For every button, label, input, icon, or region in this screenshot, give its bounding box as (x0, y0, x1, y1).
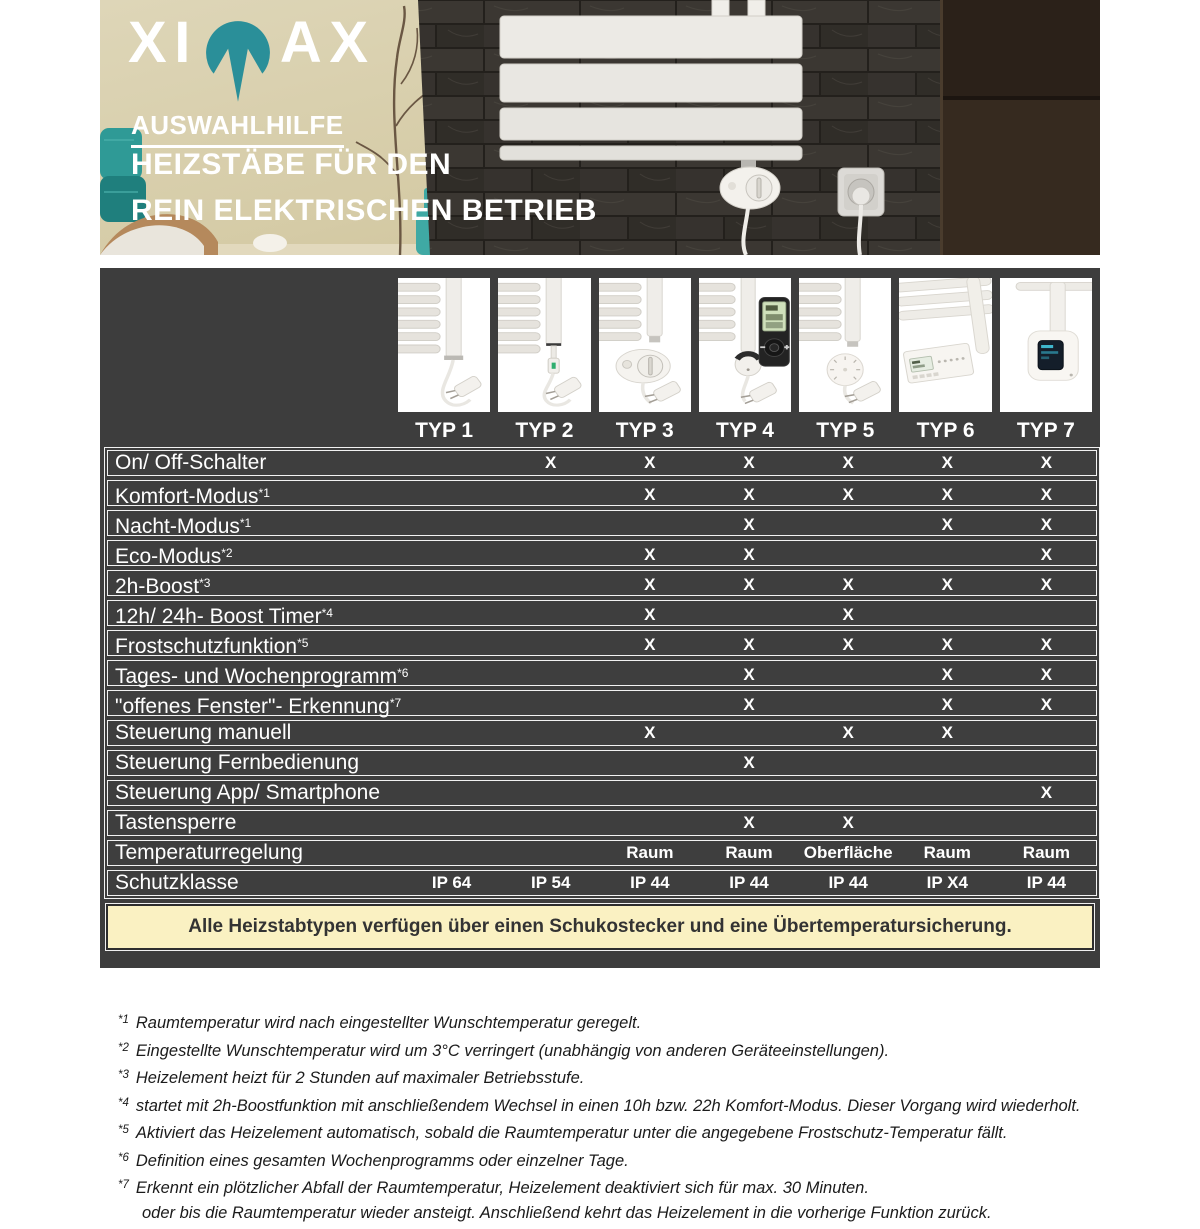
footnote-marker: *3 (199, 576, 211, 590)
row-label: 12h/ 24h- Boost Timer$^{*4}$ (115, 605, 333, 628)
feature-cell: X (743, 485, 755, 504)
feature-cell: X (743, 453, 755, 472)
table-row (107, 750, 1097, 776)
footnote-marker: *7 (118, 1179, 129, 1191)
feature-cell: X (842, 575, 854, 594)
product-photo-typ-4 (699, 278, 791, 412)
table-row (107, 600, 1097, 626)
feature-cell: X (1040, 545, 1053, 564)
feature-cell: X (941, 695, 953, 714)
feature-cell: X (1040, 485, 1053, 504)
feature-cell: X (941, 485, 953, 504)
feature-cell: X (743, 515, 755, 534)
table-row (107, 840, 1097, 866)
logo-text-left: XI (128, 10, 198, 75)
product-photo-strip (398, 278, 1092, 412)
table-row (107, 630, 1097, 656)
feature-cell: X (743, 753, 755, 772)
feature-cell: X (743, 635, 755, 654)
feature-cell: X (1040, 665, 1053, 684)
comparison-table-panel (100, 268, 1100, 968)
footnote: $^{*1}$ Raumtemperatur wird nach eingestellter Wunschtemperatur geregelt. (118, 1014, 642, 1032)
note-banner (106, 904, 1094, 950)
feature-cell: X (941, 515, 953, 534)
feature-cell: IP 44 (828, 873, 868, 892)
footnote: $^{*4}$ startet mit 2h-Boostfunktion mit anschließendem Wechsel in einen 10h bzw. 22h Komfort-Modus. Dieser Vorgang wird wiederholt. (118, 1096, 1081, 1115)
feature-cell: IP X4 (926, 873, 968, 892)
row-label: Temperaturregelung (115, 841, 303, 864)
footnote: $^{*7}$ Erkennt ein plötzlicher Abfall der Raumtemperatur, Heizelement deaktiviert sich für max. 30 Minuten. (118, 1179, 869, 1197)
table-row (107, 660, 1097, 686)
footnote-marker: *7 (389, 696, 402, 710)
feature-cell: X (644, 575, 656, 594)
feature-cell: X (644, 545, 656, 564)
row-label: Steuerung App/ Smartphone (115, 781, 381, 804)
feature-cell: X (743, 665, 755, 684)
feature-cell: X (644, 723, 656, 742)
footnote-marker: *1 (239, 516, 252, 530)
typ-header-row (398, 418, 1092, 444)
row-label: Tastensperre (115, 811, 237, 834)
product-photo-typ-2 (498, 278, 590, 412)
column-header-typ-3: TYP 3 (615, 419, 674, 442)
footnote-marker: *3 (118, 1069, 129, 1081)
feature-cell: Raum (923, 843, 971, 862)
row-label: 2h-Boost$^{*3}$ (115, 575, 211, 598)
feature-cell: X (941, 665, 953, 684)
table-row (107, 510, 1097, 536)
row-label: Tages- und Wochenprogramm$^{*6}$ (115, 665, 409, 688)
column-header-typ-1: TYP 1 (415, 419, 474, 442)
feature-cell: X (644, 485, 656, 504)
feature-cell: IP 44 (630, 873, 670, 892)
footnote-marker: *2 (118, 1041, 129, 1054)
row-label: Eco-Modus$^{*2}$ (115, 545, 233, 568)
row-label: Steuerung Fernbedienung (115, 751, 360, 774)
feature-cell: X (743, 813, 755, 832)
ximax-m-icon (200, 14, 276, 106)
footnote-marker: *4 (321, 606, 333, 620)
feature-cell: X (941, 723, 953, 742)
feature-cell: X (842, 485, 854, 504)
product-photo-typ-5 (799, 278, 891, 412)
row-label: Schutzklasse (115, 871, 239, 894)
feature-cell: X (1040, 783, 1053, 802)
feature-cell: X (941, 635, 953, 654)
column-header-typ-7: TYP 7 (1016, 419, 1075, 442)
feature-cell: Oberfläche (803, 843, 893, 862)
feature-cell: X (644, 605, 656, 624)
table-row (107, 780, 1097, 806)
footnote-marker: *4 (118, 1096, 129, 1109)
hero-banner (100, 0, 1100, 255)
hero-title-line1: HEIZSTÄBE FÜR DEN (131, 148, 452, 181)
product-photo-typ-3 (599, 278, 691, 412)
footnote-marker: *6 (397, 666, 409, 680)
feature-rows (104, 447, 1100, 899)
row-label: On/ Off-Schalter (115, 451, 267, 474)
hero-title-line2: REIN ELEKTRISCHEN BETRIEB (131, 194, 597, 227)
table-row (107, 690, 1097, 716)
feature-cell: X (941, 453, 953, 472)
footnote-marker: *6 (118, 1151, 129, 1164)
hero-kicker: AUSWAHLHILFE (131, 110, 344, 148)
row-label: Nacht-Modus$^{*1}$ (115, 515, 252, 538)
table-row (107, 570, 1097, 596)
product-photo-typ-6 (899, 278, 991, 412)
footnote-marker: *5 (297, 636, 309, 650)
feature-cell: Raum (725, 843, 773, 862)
footnote: $^{*3}$ Heizelement heizt für 2 Stunden auf maximaler Betriebsstufe. (118, 1069, 585, 1087)
product-photo-typ-1 (398, 278, 490, 412)
feature-cell: X (644, 453, 656, 472)
feature-cell: X (644, 635, 656, 654)
feature-cell: IP 44 (1026, 873, 1067, 892)
feature-cell: X (743, 695, 755, 714)
footnote: $^{*2}$ Eingestellte Wunschtemperatur wird um 3°C verringert (unabhängig von anderen Geräteeinstellungen). (118, 1041, 890, 1060)
feature-cell: Raum (626, 843, 674, 862)
column-header-typ-5: TYP 5 (816, 419, 875, 442)
table-row (107, 810, 1097, 836)
row-label: Komfort-Modus$^{*1}$ (115, 485, 270, 508)
feature-cell: X (1040, 575, 1053, 594)
feature-cell: X (1040, 635, 1053, 654)
column-header-typ-2: TYP 2 (515, 419, 574, 442)
feature-cell: X (842, 635, 854, 654)
product-photo-typ-7 (1000, 278, 1092, 412)
feature-cell: IP 64 (431, 873, 472, 892)
footnote: $^{*5}$ Aktiviert das Heizelement automatisch, sobald die Raumtemperatur unter die angegebene Frostschutz-Temperatur fällt. (118, 1124, 1008, 1142)
column-header-typ-4: TYP 4 (716, 419, 774, 442)
hero-text-overlay (100, 0, 1100, 255)
feature-cell: X (743, 575, 755, 594)
footnote-marker: *2 (221, 546, 233, 560)
footnote: $^{*6}$ Definition eines gesamten Wochenprogramms oder einzelner Tage. (118, 1151, 629, 1170)
feature-cell: X (743, 545, 755, 564)
column-header-typ-6: TYP 6 (916, 419, 975, 442)
footnote-marker: *1 (258, 486, 270, 500)
feature-cell: X (545, 453, 557, 472)
row-label: Frostschutzfunktion$^{*5}$ (115, 635, 309, 658)
note-text: Alle Heizstabtypen verfügen über einen Schukostecker und eine Übertemperatursicherung. (188, 916, 1012, 937)
feature-cell: X (941, 575, 953, 594)
footnote-continuation: oder bis die Raumtemperatur wieder ansteigt. Anschließend kehrt das Heizelement in die vorherige Funktion zurück. (142, 1203, 992, 1222)
logo-text-right: AX (279, 10, 376, 75)
row-label: Steuerung manuell (115, 721, 292, 744)
feature-cell: IP 44 (729, 873, 769, 892)
feature-cell: X (842, 605, 854, 624)
table-row (107, 720, 1097, 746)
feature-cell: IP 54 (531, 873, 571, 892)
feature-cell: Raum (1022, 843, 1071, 862)
feature-cell: X (842, 813, 854, 832)
feature-cell: X (1040, 453, 1053, 472)
table-row (107, 870, 1097, 896)
feature-cell: X (842, 723, 854, 742)
table-row (107, 480, 1097, 506)
table-row (107, 450, 1097, 476)
row-label: "offenes Fenster"- Erkennung$^{*7}$ (115, 695, 402, 718)
ximax-logo (128, 10, 376, 106)
footnote-marker: *1 (118, 1014, 129, 1026)
feature-cell: X (1040, 695, 1053, 714)
feature-cell: X (1040, 515, 1053, 534)
table-row (107, 540, 1097, 566)
footnote-marker: *5 (118, 1124, 129, 1136)
feature-cell: X (842, 453, 854, 472)
footnotes-section (118, 1012, 1128, 1229)
